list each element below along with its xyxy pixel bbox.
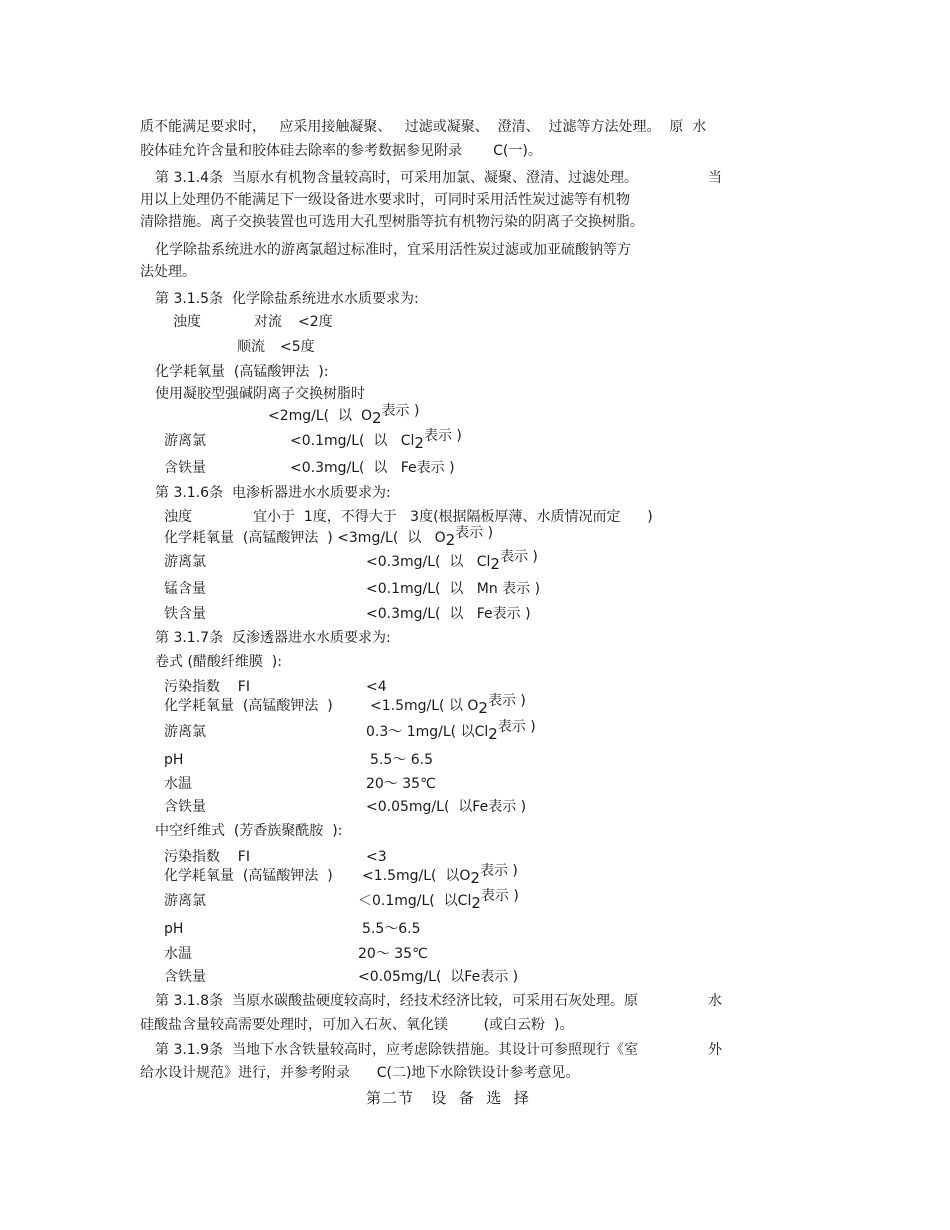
label: 游离氯 — [164, 724, 206, 740]
label: 对流 — [254, 314, 282, 330]
value: <0.05mg/L( 以Fe表示 ) — [366, 799, 527, 815]
label: 游离氯 — [164, 433, 206, 449]
label: 含铁量 — [164, 799, 206, 815]
value: <3 — [366, 849, 387, 865]
value: ＜0.1mg/L( 以$Cl_2$表示 ) — [358, 888, 519, 912]
value: <0.3mg/L( 以 Fe表示 ) — [366, 606, 531, 622]
value: <0.1mg/L( 以 Mn 表示 ) — [366, 581, 541, 597]
value: <5度 — [280, 339, 315, 355]
label: 含铁量 — [164, 969, 206, 985]
paragraph-line-tail: 当 — [708, 170, 722, 186]
paragraph-line: 用以上处理仍不能满足下一级设备进水要求时，可同时采用活性炭过滤等有机物 — [140, 192, 630, 208]
label: pH — [164, 752, 184, 768]
paragraph-line: 质不能满足要求时， 应采用接触凝聚、 过滤或凝聚、 澄清、 过滤等方法处理。 原 水 — [140, 119, 707, 135]
label: 顺流 — [237, 339, 265, 355]
value: <0.3mg/L( 以 Fe表示 ) — [290, 460, 455, 476]
paragraph-line: 清除措施。离子交换装置也可选用大孔型树脂等抗有机物污染的阴离子交换树脂。 — [140, 214, 644, 230]
label: 化学耗氧量 (高锰酸钾法 ) — [164, 698, 333, 714]
clause-3-1-5-title: 第 3.1.5条 化学除盐系统进水水质要求为: — [155, 291, 419, 307]
value: <2度 — [298, 314, 333, 330]
value: 0.3～ 1mg/L( 以$Cl_2$表示 ) — [366, 719, 536, 743]
clause-3-1-6-title: 第 3.1.6条 电渗析器进水水质要求为: — [155, 485, 391, 501]
value: <0.1mg/L( 以 $Cl_2$表示 ) — [290, 428, 462, 452]
paragraph-line-tail: 外 — [708, 1042, 722, 1058]
label: 污染指数 FI — [164, 679, 250, 695]
value: <4 — [366, 679, 387, 695]
label: 锰含量 — [164, 581, 206, 597]
value: 宜小于 1度，不得大于 3度(根据隔板厚薄、水质情况而定 ) — [253, 509, 653, 525]
clause-3-1-9: 第 3.1.9条 当地下水含铁量较高时，应考虑除铁措施。其设计可参照现行《室 — [155, 1042, 638, 1058]
value: <1.5mg/L( 以$O_2$表示 ) — [362, 863, 518, 887]
section-heading: 第二节 设 备 选 择 — [366, 1089, 530, 1107]
value: 20～ 35℃ — [358, 946, 428, 962]
paragraph-line: 硅酸盐含量较高需要处理时，可加入石灰、氧化镁 (或白云粉 )。 — [140, 1017, 574, 1033]
label: 使用凝胶型强碱阴离子交换树脂时 — [155, 386, 365, 402]
paragraph-line: 化学除盐系统进水的游离氯超过标准时，宜采用活性炭过滤或加亚硫酸钠等方 — [155, 242, 631, 258]
label: 浊度 — [173, 314, 201, 330]
paragraph-line-tail: 水 — [708, 993, 722, 1009]
value: 5.5～ 6.5 — [370, 752, 433, 768]
value: <2mg/L( 以 $O_2$表示 ) — [268, 403, 420, 427]
label: 化学耗氧量 (高锰酸钾法 ) — [164, 868, 333, 884]
clause-3-1-4: 第 3.1.4条 当原水有机物含量较高时，可采用加氯、凝聚、澄清、过滤处理。 — [155, 170, 638, 186]
paragraph-line: 给水设计规范》进行，并参考附录 C(二)地下水除铁设计参考意见。 — [140, 1065, 580, 1081]
value: <1.5mg/L( 以 $O_2$表示 ) — [370, 693, 526, 717]
label: 水温 — [164, 946, 192, 962]
label: 含铁量 — [164, 460, 206, 476]
label: 游离氯 — [164, 554, 206, 570]
label: pH — [164, 921, 184, 937]
paragraph-line: 法处理。 — [140, 264, 196, 280]
clause-3-1-7-title: 第 3.1.7条 反渗透器进水水质要求为: — [155, 630, 391, 646]
value: <0.05mg/L( 以Fe表示 ) — [358, 969, 519, 985]
label: 污染指数 FI — [164, 849, 250, 865]
label: 浊度 — [164, 509, 192, 525]
label: 水温 — [164, 776, 192, 792]
clause-3-1-8: 第 3.1.8条 当原水碳酸盐硬度较高时，经技术经济比较，可采用石灰处理。原 — [155, 993, 638, 1009]
label: 铁含量 — [164, 606, 206, 622]
value: 20～ 35℃ — [366, 776, 436, 792]
value: 5.5～6.5 — [362, 921, 421, 937]
value: <0.3mg/L( 以 $Cl_2$表示 ) — [366, 549, 538, 573]
label: 化学耗氧量 (高锰酸钾法 ): — [155, 364, 329, 380]
subheading: 中空纤维式 (芳香族聚酰胺 ): — [155, 823, 343, 839]
value: 化学耗氧量 (高锰酸钾法 ) <3mg/L( 以 $O_2$表示 ) — [164, 525, 494, 549]
paragraph-line: 胶体硅允许含量和胶体硅去除率的参考数据参见附录 C(一)。 — [140, 143, 542, 159]
label: 游离氯 — [164, 893, 206, 909]
subheading: 卷式 (醋酸纤维膜 ): — [155, 654, 282, 670]
